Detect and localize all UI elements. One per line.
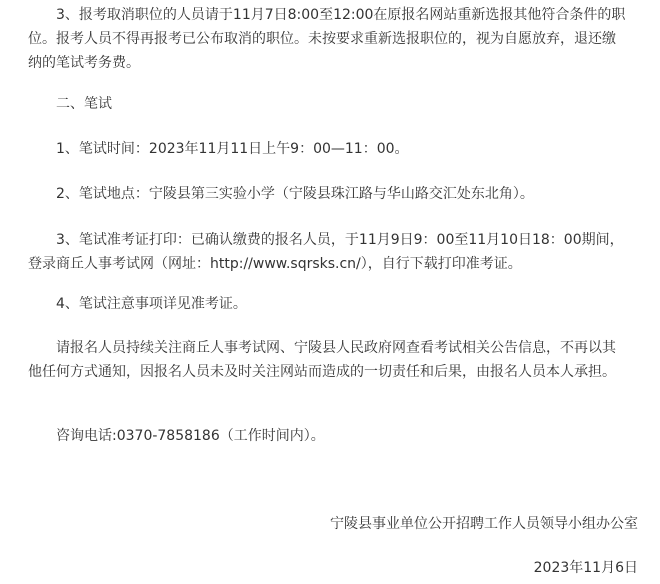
paragraph-exam-time: 1、笔试时间：2023年11月11日上午9：00—11：00。 (56, 141, 409, 157)
paragraph-follow-announcements: 请报名人员持续关注商丘人事考试网、宁陵县人民政府网查看考试相关公告信息，不再以其他任何方式通知，因报名人员未及时关注网站而造成的一切责任和后果，由报名人员本人承担。 (28, 340, 616, 380)
signature-issuer: 宁陵县事业单位公开招聘工作人员领导小组办公室 (330, 516, 638, 532)
paragraph-contact-phone: 咨询电话:0370-7858186（工作时间内）。 (56, 428, 325, 444)
signature-date: 2023年11月6日 (533, 560, 638, 576)
section-heading-written-exam: 二、笔试 (56, 96, 112, 112)
paragraph-admission-ticket: 3、笔试准考证打印：已确认缴费的报名人员，于11月9日9：00至11月10日18：00期间，登录商丘人事考试网（网址：http://www.sqrsks.cn/），自行下载打印准考证。 (28, 232, 624, 272)
paragraph-exam-notes: 4、笔试注意事项详见准考证。 (56, 296, 247, 312)
paragraph-exam-location: 2、笔试地点：宁陵县第三实验小学（宁陵县珠江路与华山路交汇处东北角）。 (56, 186, 534, 202)
paragraph-reselect-position: 3、报考取消职位的人员请于11月7日8:00至12:00在原报名网站重新选报其他符合条件的职位。报考人员不得再报考已公布取消的职位。未按要求重新选报职位的，视为自愿放弃，退还缴纳的笔试考务费。 (28, 7, 626, 71)
